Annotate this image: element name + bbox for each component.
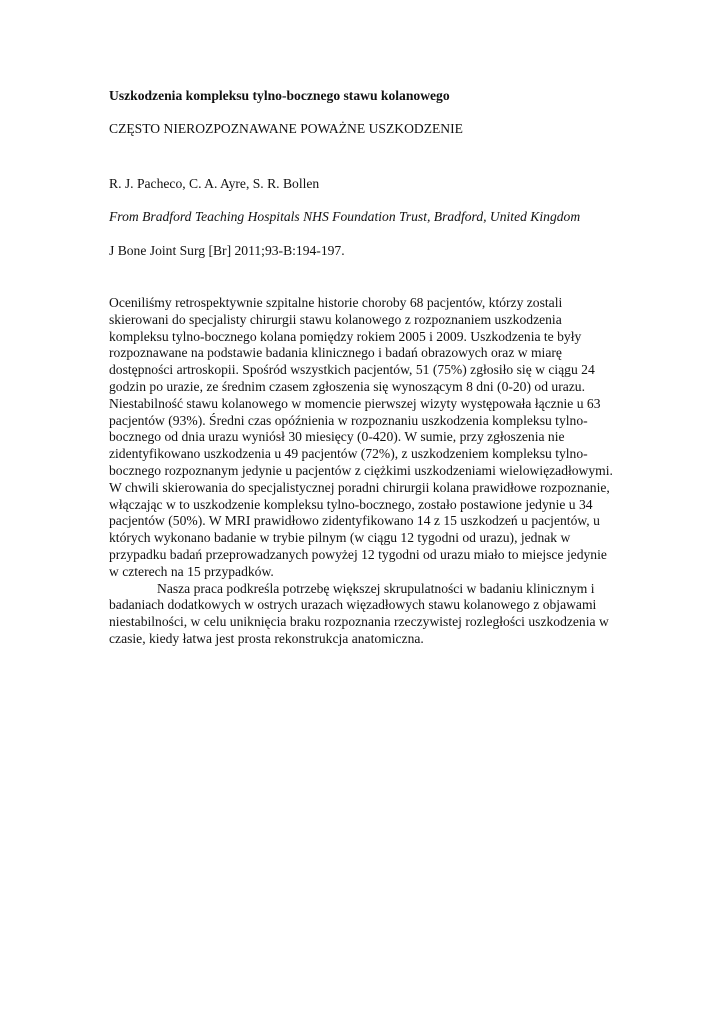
paper-title: Uszkodzenia kompleksu tylno-bocznego stawu kolanowego xyxy=(109,88,450,103)
paper-authors: R. J. Pacheco, C. A. Ayre, S. R. Bollen xyxy=(109,175,320,191)
document-page xyxy=(109,88,619,648)
abstract-paragraph-1: Oceniliśmy retrospektywnie szpitalne historie choroby 68 pacjentów, którzy zostali skierowani do specjalisty chirurgii stawu kolanowego z rozpoznaniem uszkodzenia kompleksu tylno-bocznego kolana pomiędzy rokiem 2005 i 2009. Uszkodzenia te były rozpoznawane na podstawie badania klinicznego i badań obrazowych oraz w miarę dostępności artroskopii. Spośród wszystkich pacjentów, 51 (75%) zgłosiło się w ciągu 24 godzin po urazie, ze średnim czasem zgłoszenia się wynoszącym 8 dni (0-20) od urazu. Niestabilność stawu kolanowego w momencie pierwszej wizyty występowała łącznie u 63 pacjentów (93%). Średni czas opóźnienia w rozpoznaniu uszkodzenia kompleksu tylno-bocznego od dnia urazu wyniósł 30 miesięcy (0-420). W sumie, przy zgłoszenia nie zidentyfikowano uszkodzenia u 49 pacjentów (72%), z uszkodzeniem kompleksu tylno-bocznego rozpoznanym jedynie u pacjentów z ciężkimi uszkodzeniami wielowięzadłowymi. W chwili skierowania do specjalistycznej poradni chirurgii kolana prawidłowe rozpoznanie, włączając w to uszkodzenie kompleksu tylno-bocznego, zostało postawione jedynie u 34 pacjentów (50%). W MRI prawidłowo zidentyfikowano 14 z 15 uszkodzeń u pacjentów, u których wykonano badanie w trybie pilnym (w ciągu 12 tygodni od urazu), jednak w przypadku badań przeprowadzanych powyżej 12 tygodni od urazu miało to miejsce jedynie w czterech na 15 przypadków. xyxy=(109,294,613,579)
paper-subtitle: CZĘSTO NIEROZPOZNAWANE POWAŻNE USZKODZENIE xyxy=(109,120,463,136)
paper-citation: J Bone Joint Surg [Br] 2011;93-B:194-197. xyxy=(109,243,345,259)
abstract xyxy=(109,295,619,648)
abstract-paragraph-2: Nasza praca podkreśla potrzebę większej skrupulatności w badaniu klinicznym i badaniach dodatkowych w ostrych urazach więzadłowych stawu kolanowego z objawami niestabilności, w celu uniknięcia braku rozpoznania rzeczywistej rozległości uszkodzenia w czasie, kiedy łatwa jest prosta rekonstrukcja anatomiczna. xyxy=(109,580,609,646)
paper-affiliation: From Bradford Teaching Hospitals NHS Foundation Trust, Bradford, United Kingdom xyxy=(109,209,581,225)
